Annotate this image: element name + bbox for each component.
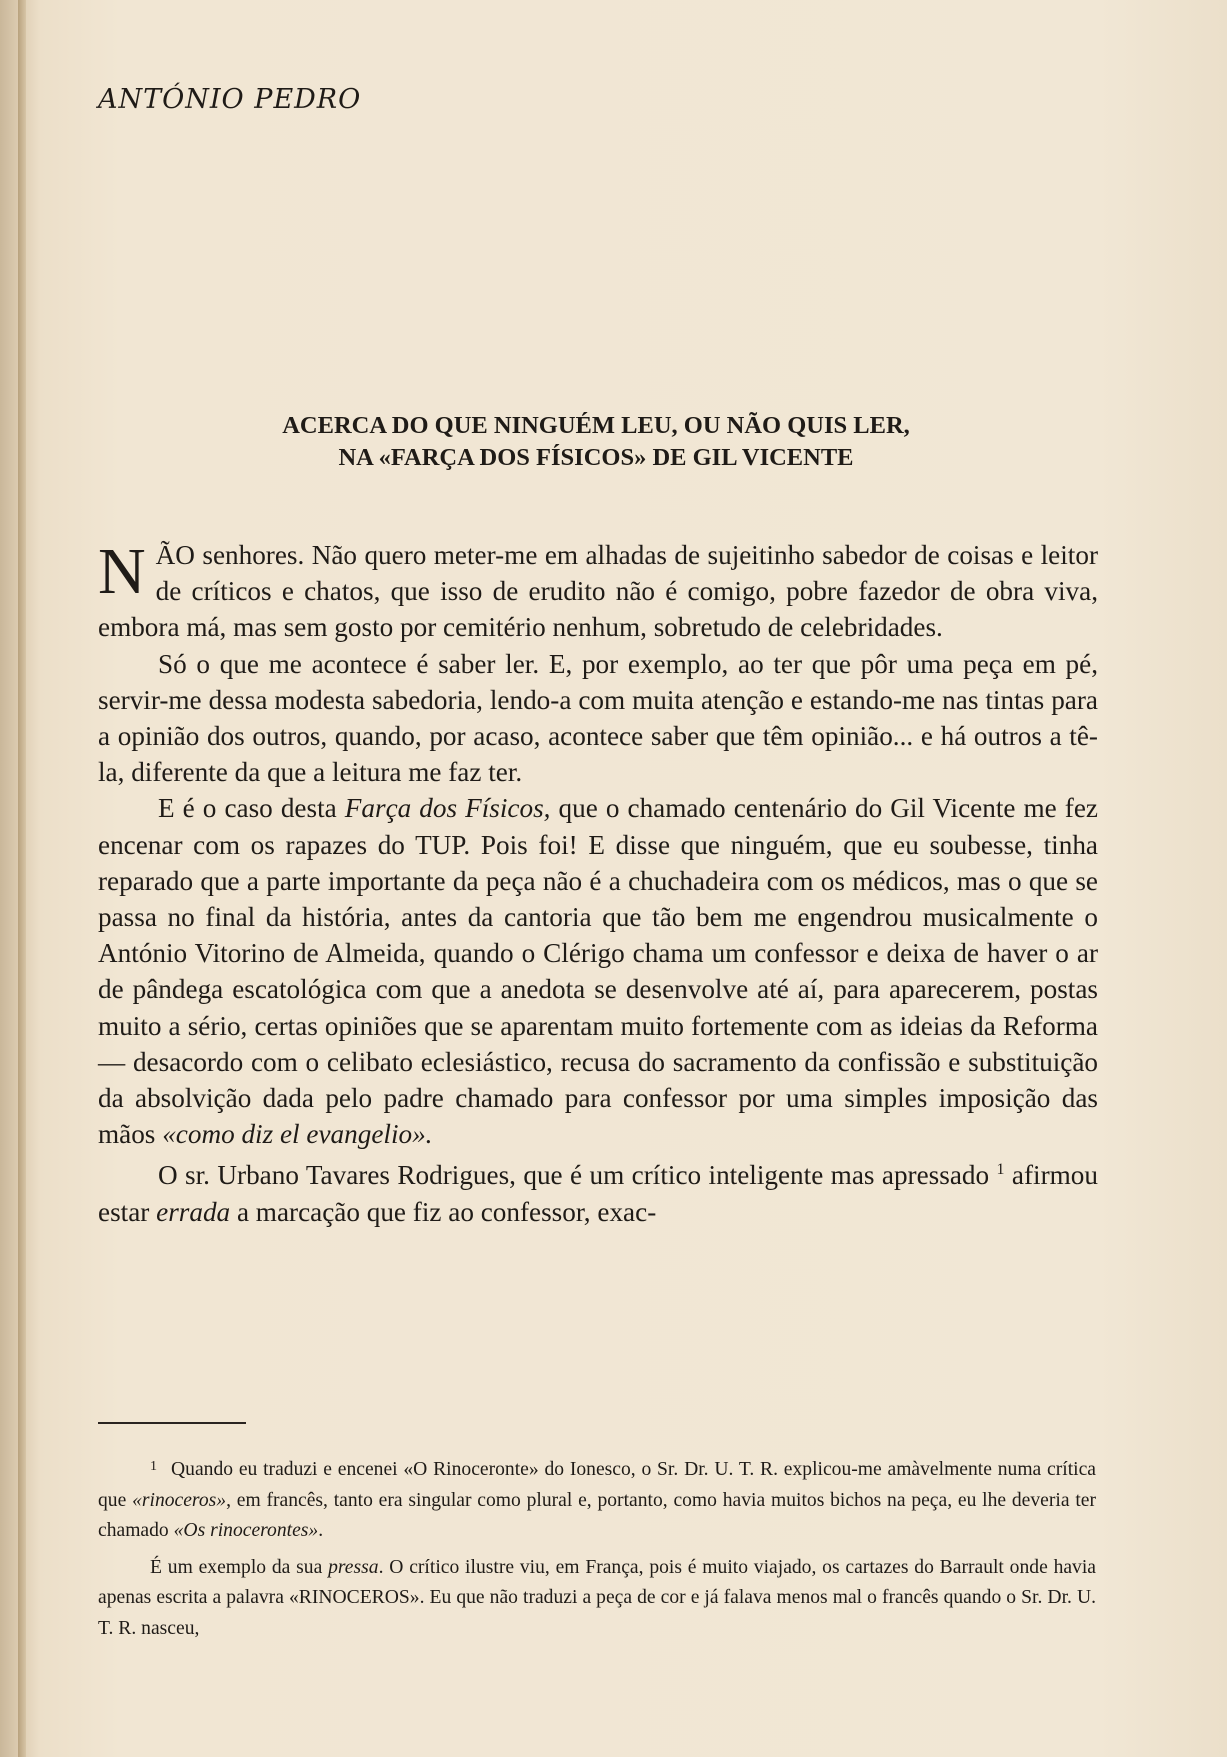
paragraph-4-b: afirmou estar bbox=[98, 1160, 1098, 1227]
book-spine-shadow bbox=[18, 0, 26, 1757]
footnote-divider bbox=[98, 1422, 246, 1424]
paragraph-1 bbox=[98, 537, 1098, 646]
paragraph-3 bbox=[98, 790, 1098, 1152]
title-line-1: ACERCA DO QUE NINGUÉM LEU, OU NÃO QUIS LER, bbox=[282, 412, 910, 439]
footnote-2-b: . O crítico ilustre viu, em França, pois é muito viajado, os cartazes do Barrault onde havia apenas escrita a palavra «RINOCEROS». Eu que não traduzi a peça de cor e já falava menos mal o francês quando o Sr. Dr. U. T. R. nasceu, bbox=[98, 1556, 1096, 1639]
article-title bbox=[98, 410, 1094, 474]
footnote-1 bbox=[98, 1452, 1096, 1547]
paragraph-3-italic-quote: «como diz el evangelio». bbox=[162, 1119, 433, 1150]
article-body bbox=[98, 537, 1098, 1230]
paragraph-4-c: a marcação que fiz ao confessor, exac- bbox=[230, 1196, 657, 1227]
title-line-2: NA «FARÇA DOS FÍSICOS» DE GIL VICENTE bbox=[338, 444, 854, 471]
paragraph-3-b: que o chamado centenário do Gil Vicente me fez encenar com os rapazes do TUP. Pois foi! E disse que ninguém, que eu soubesse, tinha reparado que a parte importante da peça não é a chuchadeira com os médicos, mas o que se passa no final da história, antes da cantoria que tão bem me engendrou musicalmente o António Vitorino de Almeida, quando o Clérigo chama um confessor e deixa de haver o ar de pândega escatológica com que a anedota se desenvolve até aí, para aparecerem, postas muito a sério, certas opiniões que se aparentam muito fortemente com as ideias da Reforma — desacordo com o celibato eclesiástico, recusa do sacramento da confissão e substituição da absolvição dada pelo padre chamado para confessor por uma simples imposição das mãos bbox=[98, 793, 1098, 1150]
footnote-continuation bbox=[98, 1553, 1096, 1645]
footnote-1-italic-1: «rinoceros» bbox=[132, 1489, 227, 1511]
footnote-2-a: É um exemplo da sua bbox=[150, 1556, 329, 1578]
footnote-1-a: Quando eu traduzi e encenei «O Rinoceronte» do Ionesco, o Sr. Dr. U. T. R. explicou-me amàvelmente numa crítica que bbox=[98, 1459, 1096, 1511]
footnote-1-italic-2: «Os rinocerontes» bbox=[173, 1520, 319, 1541]
paragraph-4-italic: errada bbox=[156, 1196, 231, 1227]
footnote-1-b: , em francês, tanto era singular como plural e, portanto, como havia muitos bichos na peça, eu lhe deveria ter chamado bbox=[98, 1489, 1096, 1541]
paragraph-4 bbox=[98, 1152, 1098, 1229]
footnote-2-italic: pressa bbox=[328, 1556, 379, 1578]
footnotes bbox=[98, 1452, 1096, 1644]
paragraph-3-a: E é o caso desta bbox=[158, 793, 345, 824]
drop-cap: N bbox=[98, 535, 146, 608]
running-head: ANTÓNIO PEDRO bbox=[98, 84, 362, 115]
paragraph-3-italic-title: Farça dos Físicos, bbox=[344, 793, 551, 824]
paragraph-1-text: ÃO senhores. Não quero meter-me em alhadas de sujeitinho sabedor de coisas e leitor de críticos e chatos, que isso de erudito não é comigo, pobre fazedor de obra viva, embora má, mas sem gosto por cemitério nenhum, sobretudo de celebridades. bbox=[98, 540, 1098, 643]
paragraph-4-a: O sr. Urbano Tavares Rodrigues, que é um crítico inteligente mas apressado bbox=[158, 1160, 997, 1191]
footnote-1-c: . bbox=[318, 1520, 324, 1541]
paragraph-2: Só o que me acontece é saber ler. E, por exemplo, ao ter que pôr uma peça em pé, servir-me dessa modesta sabedoria, lendo-a com muita atenção e estando-me nas tintas para a opinião dos outros, quando, por acaso, acontece saber que têm opinião... e há outros a tê-la, diferente da que a leitura me faz ter. bbox=[98, 648, 1098, 788]
footnote-reference[interactable]: 1 bbox=[996, 1161, 1005, 1179]
footnote-1-mark: 1 bbox=[150, 1459, 157, 1474]
